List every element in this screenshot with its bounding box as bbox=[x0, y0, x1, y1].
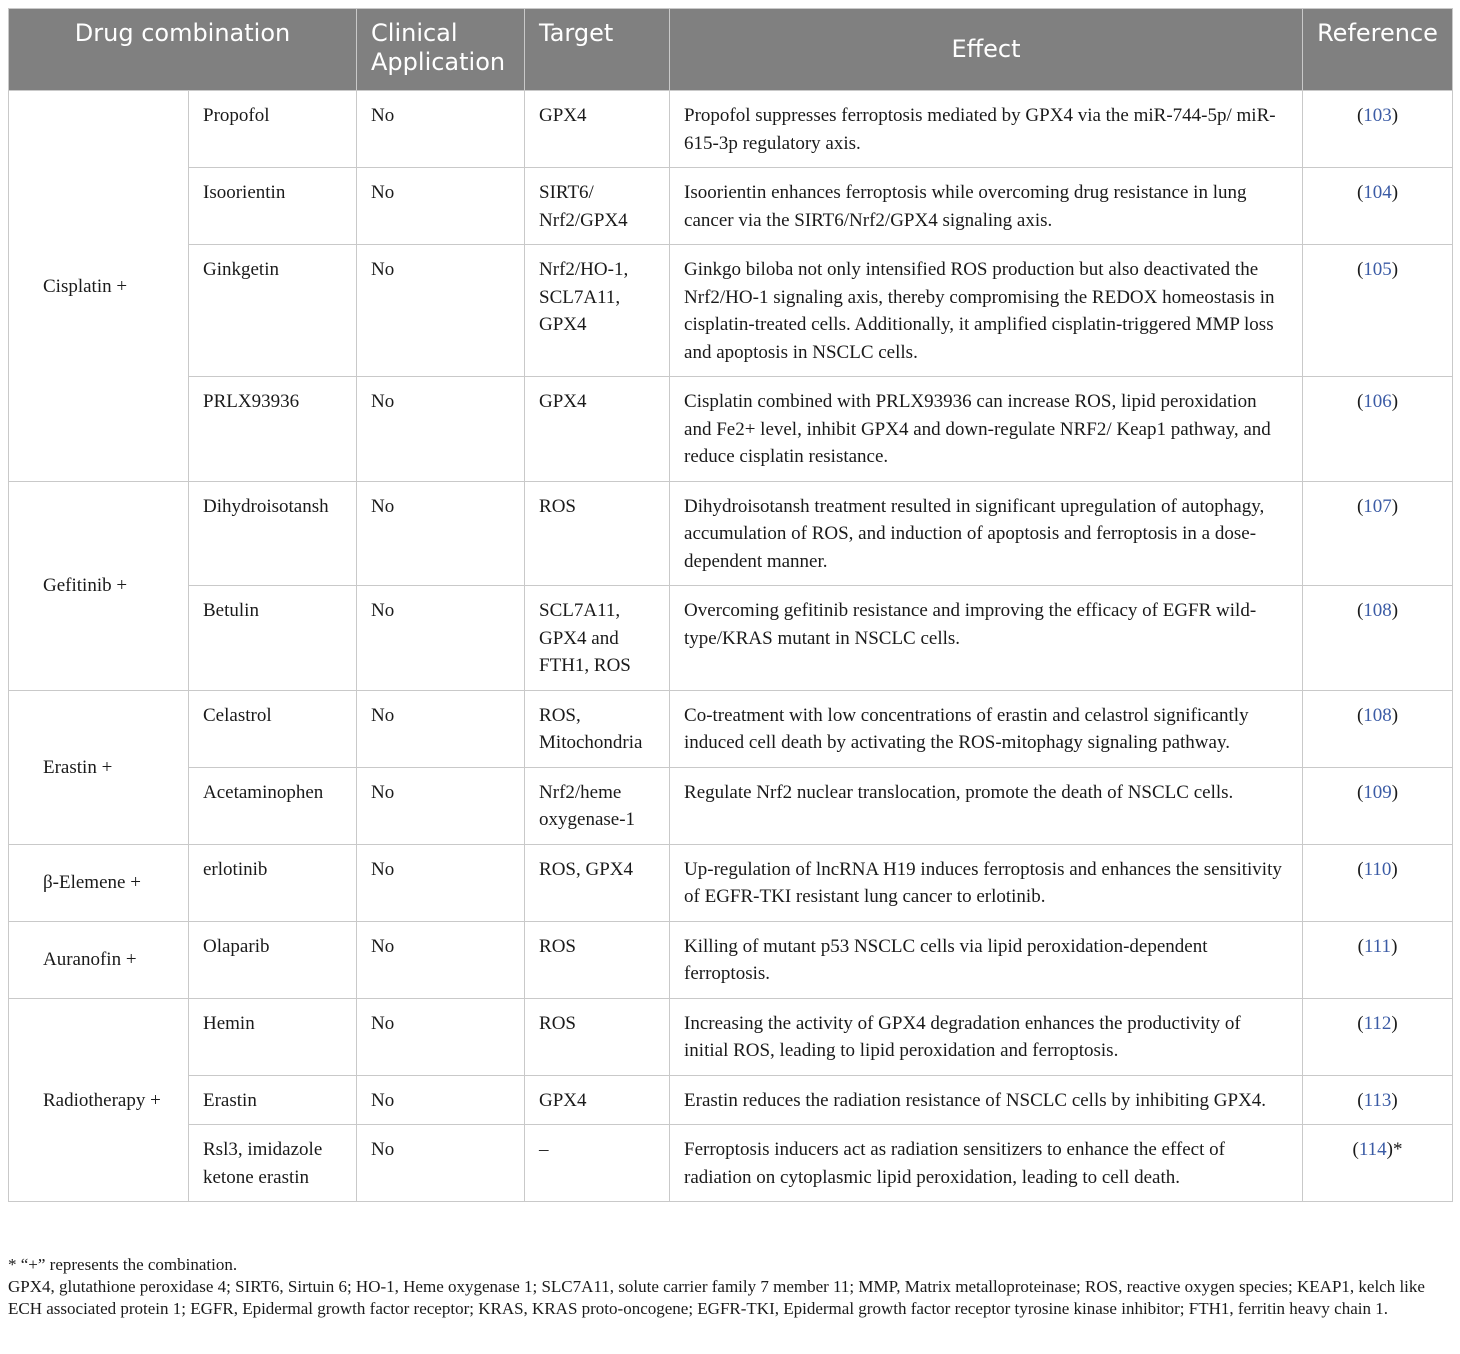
effect-cell: Ginkgo biloba not only intensified ROS production but also deactivated the Nrf2/HO-1 signaling axis, thereby compromising the REDOX homeostasis in cisplatin-treated cells. Additionally, it amplified cisplatin-triggered MMP loss and apoptosis in NSCLC cells. bbox=[670, 245, 1303, 377]
combination-base-drug: β-Elemene + bbox=[9, 844, 189, 921]
table-row bbox=[9, 1075, 1453, 1125]
target-cell: GPX4 bbox=[525, 91, 670, 168]
reference-link[interactable]: 106 bbox=[1363, 391, 1392, 412]
target-cell: ROS, Mitochondria bbox=[525, 690, 670, 767]
reference-link[interactable]: 103 bbox=[1363, 105, 1392, 126]
reference-close-paren: ) bbox=[1391, 182, 1399, 203]
target-cell: ROS, GPX4 bbox=[525, 844, 670, 921]
reference-open-paren: ( bbox=[1352, 1139, 1359, 1160]
table-row bbox=[9, 1125, 1453, 1202]
footnote-combination: * “+” represents the combination. bbox=[8, 1255, 238, 1274]
combined-drug-cell: Dihydroisotansh bbox=[189, 481, 357, 586]
reference-link[interactable]: 108 bbox=[1363, 704, 1392, 726]
target-cell: ROS bbox=[525, 921, 670, 998]
combined-drug-cell: Erastin bbox=[189, 1075, 357, 1125]
reference-cell bbox=[1303, 481, 1453, 586]
combination-base-drug: Cisplatin + bbox=[9, 91, 189, 482]
combination-base-drug: Radiotherapy + bbox=[9, 998, 189, 1202]
reference-open-paren: ( bbox=[1356, 391, 1364, 412]
clinical-application-cell: No bbox=[357, 690, 525, 767]
reference-cell bbox=[1303, 91, 1453, 168]
header-clinical-application: Clinical Application bbox=[357, 9, 525, 91]
reference-open-paren: ( bbox=[1356, 259, 1364, 280]
reference-close-paren: ) bbox=[1391, 105, 1399, 126]
reference-close-paren: ) bbox=[1391, 600, 1399, 621]
effect-cell: Ferroptosis inducers act as radiation sensitizers to enhance the effect of radiation on cytoplasmic lipid peroxidation, leading to cell death. bbox=[670, 1125, 1303, 1202]
effect-cell: Increasing the activity of GPX4 degradation enhances the productivity of initial ROS, leading to lipid peroxidation and ferroptosis. bbox=[670, 998, 1303, 1075]
combined-drug-cell: erlotinib bbox=[189, 844, 357, 921]
reference-suffix: * bbox=[1392, 1139, 1403, 1160]
reference-open-paren: ( bbox=[1356, 105, 1364, 126]
combined-drug-cell: Propofol bbox=[189, 91, 357, 168]
clinical-application-cell: No bbox=[357, 844, 525, 921]
reference-cell bbox=[1303, 767, 1453, 844]
target-cell: SCL7A11, GPX4 and FTH1, ROS bbox=[525, 586, 670, 691]
effect-cell: Overcoming gefitinib resistance and improving the efficacy of EGFR wild-type/KRAS mutant in NSCLC cells. bbox=[670, 586, 1303, 691]
target-cell: GPX4 bbox=[525, 377, 670, 482]
clinical-application-cell: No bbox=[357, 998, 525, 1075]
reference-close-paren: ) bbox=[1391, 1089, 1398, 1111]
combined-drug-cell: Celastrol bbox=[189, 690, 357, 767]
reference-open-paren: ( bbox=[1356, 495, 1364, 517]
clinical-application-cell: No bbox=[357, 1125, 525, 1202]
reference-open-paren: ( bbox=[1357, 858, 1364, 880]
clinical-application-cell: No bbox=[357, 481, 525, 586]
table-row bbox=[9, 998, 1453, 1075]
target-cell: Nrf2/heme oxygenase-1 bbox=[525, 767, 670, 844]
header-effect: Effect bbox=[670, 9, 1303, 91]
reference-open-paren: ( bbox=[1357, 1089, 1364, 1111]
reference-link[interactable]: 111 bbox=[1363, 935, 1392, 957]
reference-link[interactable]: 107 bbox=[1363, 495, 1392, 517]
table-row bbox=[9, 586, 1453, 691]
clinical-application-cell: No bbox=[357, 1075, 525, 1125]
table-row bbox=[9, 767, 1453, 844]
drug-combination-table bbox=[8, 8, 1453, 1202]
table-row bbox=[9, 245, 1453, 377]
table-row bbox=[9, 921, 1453, 998]
table-body bbox=[9, 91, 1453, 1202]
reference-close-paren: ) bbox=[1391, 259, 1399, 280]
reference-open-paren: ( bbox=[1357, 1012, 1364, 1034]
reference-close-paren: ) bbox=[1391, 1012, 1398, 1034]
clinical-application-cell: No bbox=[357, 767, 525, 844]
reference-close-paren: ) bbox=[1391, 781, 1399, 803]
combination-base-drug: Auranofin + bbox=[9, 921, 189, 998]
reference-cell bbox=[1303, 377, 1453, 482]
table-row bbox=[9, 377, 1453, 482]
reference-link[interactable]: 105 bbox=[1363, 259, 1392, 280]
effect-cell: Dihydroisotansh treatment resulted in significant upregulation of autophagy, accumulation of ROS, and induction of apoptosis and ferroptosis in a dose-dependent manner. bbox=[670, 481, 1303, 586]
combined-drug-cell: Olaparib bbox=[189, 921, 357, 998]
clinical-application-cell: No bbox=[357, 586, 525, 691]
combination-base-drug: Erastin + bbox=[9, 690, 189, 844]
effect-cell: Co-treatment with low concentrations of erastin and celastrol significantly induced cell death by activating the ROS-mitophagy signaling pathway. bbox=[670, 690, 1303, 767]
combined-drug-cell: Acetaminophen bbox=[189, 767, 357, 844]
reference-link[interactable]: 104 bbox=[1363, 182, 1392, 203]
effect-cell: Up-regulation of lncRNA H19 induces ferroptosis and enhances the sensitivity of EGFR-TKI resistant lung cancer to erlotinib. bbox=[670, 844, 1303, 921]
effect-cell: Isoorientin enhances ferroptosis while overcoming drug resistance in lung cancer via the SIRT6/Nrf2/GPX4 signaling axis. bbox=[670, 168, 1303, 245]
clinical-application-cell: No bbox=[357, 245, 525, 377]
table-row bbox=[9, 481, 1453, 586]
reference-open-paren: ( bbox=[1356, 704, 1364, 726]
reference-cell bbox=[1303, 921, 1453, 998]
reference-cell bbox=[1303, 690, 1453, 767]
combined-drug-cell: Rsl3, imidazole ketone erastin bbox=[189, 1125, 357, 1202]
reference-close-paren: ) bbox=[1391, 935, 1398, 957]
table-container bbox=[8, 8, 1452, 1202]
reference-open-paren: ( bbox=[1356, 781, 1364, 803]
clinical-application-cell: No bbox=[357, 91, 525, 168]
target-cell: SIRT6/ Nrf2/GPX4 bbox=[525, 168, 670, 245]
combined-drug-cell: PRLX93936 bbox=[189, 377, 357, 482]
effect-cell: Propofol suppresses ferroptosis mediated by GPX4 via the miR-744-5p/ miR-615-3p regulatory axis. bbox=[670, 91, 1303, 168]
effect-cell: Cisplatin combined with PRLX93936 can increase ROS, lipid peroxidation and Fe2+ level, inhibit GPX4 and down-regulate NRF2/ Keap1 pathway, and reduce cisplatin resistance. bbox=[670, 377, 1303, 482]
table-row bbox=[9, 91, 1453, 168]
reference-close-paren: ) bbox=[1391, 495, 1399, 517]
combined-drug-cell: Betulin bbox=[189, 586, 357, 691]
reference-close-paren: ) bbox=[1386, 1139, 1393, 1160]
header-row bbox=[9, 9, 1453, 91]
reference-cell bbox=[1303, 245, 1453, 377]
target-cell: – bbox=[525, 1125, 670, 1202]
combination-base-drug: Gefitinib + bbox=[9, 481, 189, 690]
clinical-application-cell: No bbox=[357, 377, 525, 482]
table-footnotes bbox=[8, 1254, 1452, 1320]
reference-open-paren: ( bbox=[1357, 935, 1364, 957]
combined-drug-cell: Isoorientin bbox=[189, 168, 357, 245]
reference-open-paren: ( bbox=[1356, 182, 1364, 203]
reference-link[interactable]: 109 bbox=[1363, 781, 1392, 803]
reference-cell bbox=[1303, 844, 1453, 921]
reference-link[interactable]: 113 bbox=[1363, 1089, 1392, 1111]
table-row bbox=[9, 844, 1453, 921]
reference-link[interactable]: 114 bbox=[1358, 1139, 1387, 1160]
reference-cell bbox=[1303, 586, 1453, 691]
reference-cell bbox=[1303, 1075, 1453, 1125]
reference-close-paren: ) bbox=[1391, 704, 1399, 726]
effect-cell: Erastin reduces the radiation resistance of NSCLC cells by inhibiting GPX4. bbox=[670, 1075, 1303, 1125]
combined-drug-cell: Hemin bbox=[189, 998, 357, 1075]
effect-cell: Regulate Nrf2 nuclear translocation, promote the death of NSCLC cells. bbox=[670, 767, 1303, 844]
target-cell: Nrf2/HO-1, SCL7A11, GPX4 bbox=[525, 245, 670, 377]
reference-link[interactable]: 110 bbox=[1363, 858, 1392, 880]
target-cell: ROS bbox=[525, 998, 670, 1075]
reference-cell bbox=[1303, 168, 1453, 245]
reference-cell bbox=[1303, 1125, 1453, 1202]
reference-close-paren: ) bbox=[1391, 858, 1398, 880]
table-row bbox=[9, 690, 1453, 767]
header-target: Target bbox=[525, 9, 670, 91]
footnote-abbreviations: GPX4, glutathione peroxidase 4; SIRT6, Sirtuin 6; HO-1, Heme oxygenase 1; SLC7A11, solute carrier family 7 member 11; MMP, Matrix metalloproteinase; ROS, reactive oxygen species; KEAP1, kelch like ECH associated protein 1; EGFR, Epidermal growth factor receptor; KRAS, KRAS proto-oncogene; EGFR-TKI, Epidermal growth factor receptor tyrosine kinase inhibitor; FTH1, ferritin heavy chain 1. bbox=[8, 1277, 1425, 1318]
table-row bbox=[9, 168, 1453, 245]
effect-cell: Killing of mutant p53 NSCLC cells via lipid peroxidation-dependent ferroptosis. bbox=[670, 921, 1303, 998]
header-drug-combination: Drug combination bbox=[9, 9, 357, 91]
reference-link[interactable]: 112 bbox=[1363, 1012, 1392, 1034]
reference-open-paren: ( bbox=[1356, 600, 1364, 621]
reference-link[interactable]: 108 bbox=[1363, 600, 1392, 621]
target-cell: GPX4 bbox=[525, 1075, 670, 1125]
reference-close-paren: ) bbox=[1391, 391, 1399, 412]
reference-cell bbox=[1303, 998, 1453, 1075]
combined-drug-cell: Ginkgetin bbox=[189, 245, 357, 377]
header-reference: Reference bbox=[1303, 9, 1453, 91]
clinical-application-cell: No bbox=[357, 168, 525, 245]
clinical-application-cell: No bbox=[357, 921, 525, 998]
target-cell: ROS bbox=[525, 481, 670, 586]
